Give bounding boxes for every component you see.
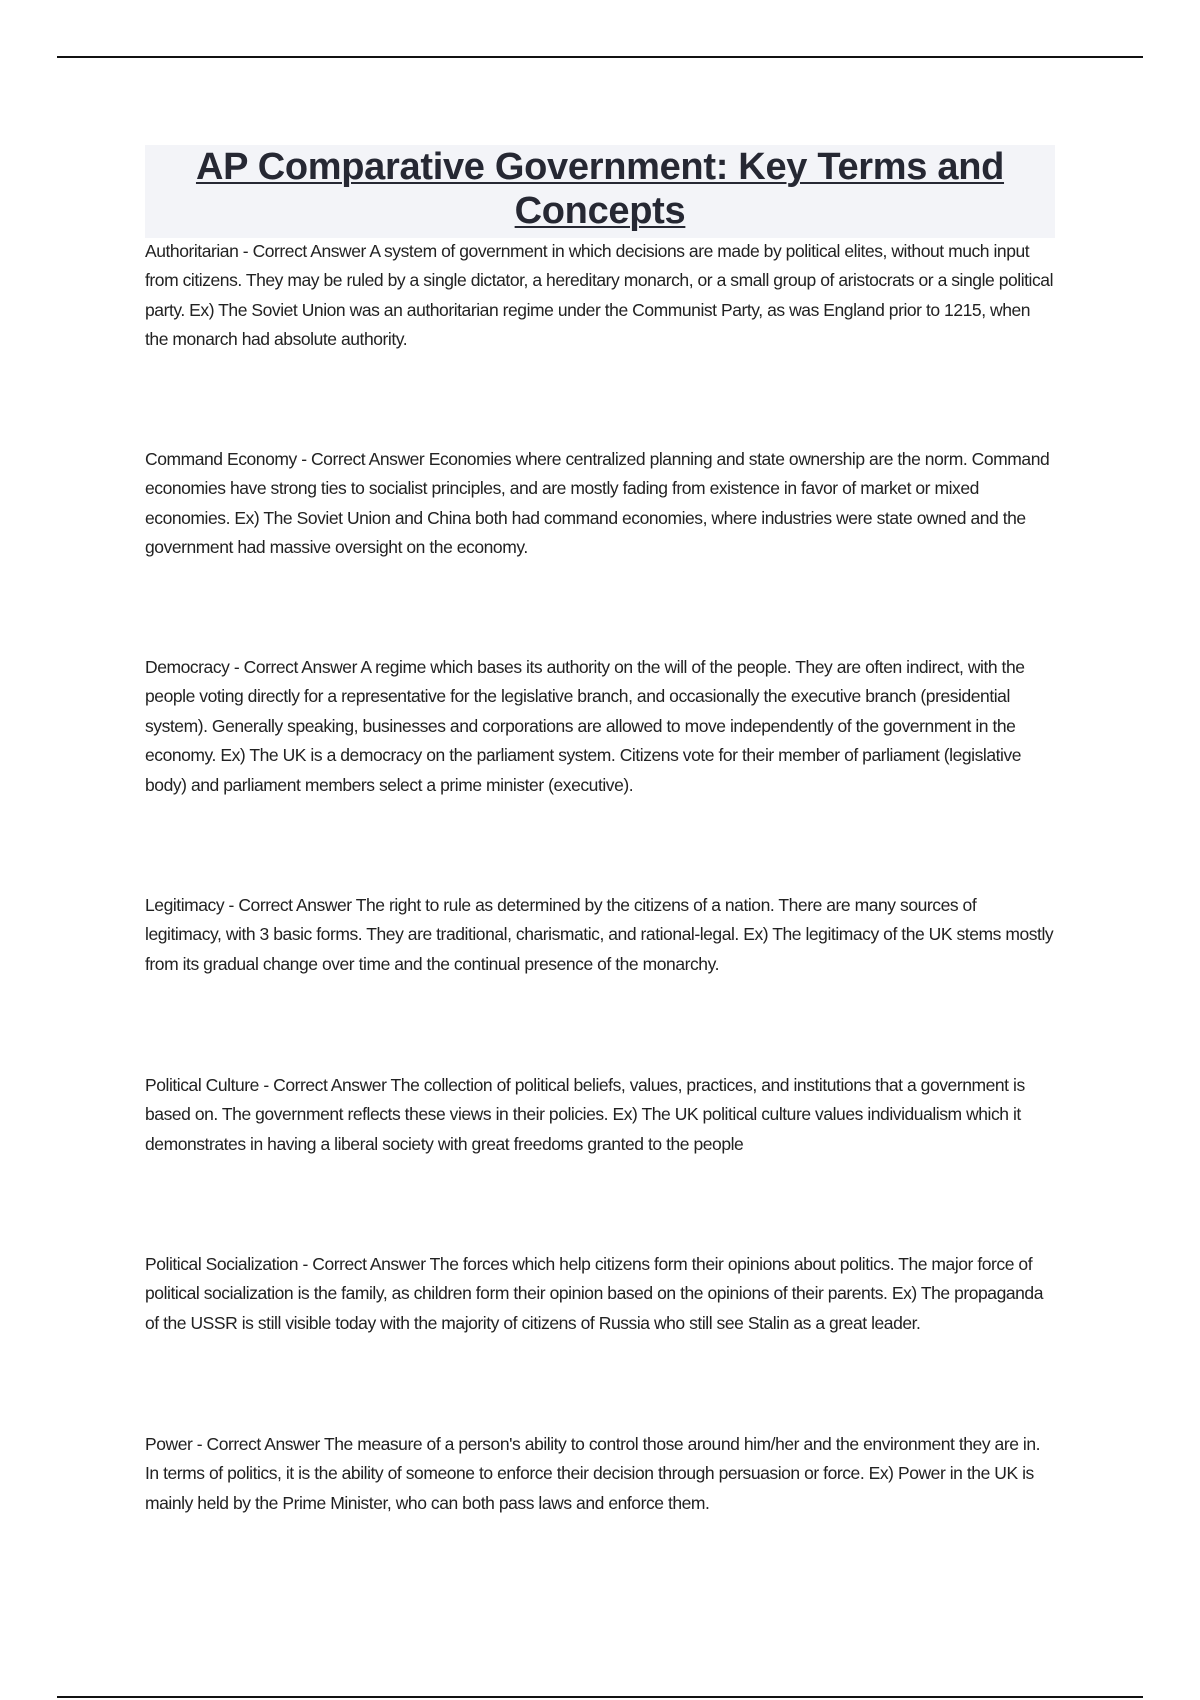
term-entry-democracy: Democracy - Correct Answer A regime which bases its authority on the will of the people. They are often indirect, with the people voting directly for a representative for the legislative branch, and occasionally the executive branch (presidential system). Generally speaking, businesses and corporations are allowed to move independently of the government in the economy. Ex) The UK is a democracy on the parliament system. Citizens vote for their member of parliament (legislative body) and parliament members select a prime minister (executive). [145,657,1025,795]
term-entry-power: Power - Correct Answer The measure of a person's ability to control those around him/her and the environment they are in. In terms of politics, it is the ability of someone to enforce their decision through persuasion or force. Ex) Power in the UK is mainly held by the Prime Minister, who can both pass laws and enforce them. [145,1434,1041,1513]
term-entry-political-culture: Political Culture - Correct Answer The collection of political beliefs, values, practices, and institutions that a government is based on. The government reflects these views in their policies. Ex) The UK political culture values individualism which it demonstrates in having a liberal society with great freedoms granted to the people [145,1075,1025,1154]
top-divider [57,56,1143,58]
term-entry-political-socialization: Political Socialization - Correct Answer The forces which help citizens form their opinions about politics. The major force of political socialization is the family, as children form their opinion based on the opinions of their parents. Ex) The propaganda of the USSR is still visible today with the majority of citizens of Russia who still see Stalin as a great leader. [145,1254,1043,1333]
page-title: AP Comparative Government: Key Terms and Concepts [195,146,1005,232]
bottom-divider [57,1696,1143,1698]
term-entry-authoritarian: Authoritarian - Correct Answer A system of government in which decisions are made by political elites, without much input from citizens. They may be ruled by a single dictator, a hereditary monarch, or a small group of aristocrats or a single political party. Ex) The Soviet Union was an authoritarian regime under the Communist Party, as was England prior to 1215, when the monarch had absolute authority. [145,241,1054,350]
term-entry-legitimacy: Legitimacy - Correct Answer The right to rule as determined by the citizens of a nation. There are many sources of legitimacy, with 3 basic forms. They are traditional, charismatic, and rational-legal. Ex) The legitimacy of the UK stems mostly from its gradual change over time and the continual presence of the monarchy. [145,895,1054,974]
title-banner [145,145,1055,238]
term-entry-command-economy: Command Economy - Correct Answer Economies where centralized planning and state ownership are the norm. Command economies have strong ties to socialist principles, and are mostly fading from existence in favor of market or mixed economies. Ex) The Soviet Union and China both had command economies, where industries were state owned and the government had massive oversight on the economy. [145,449,1050,558]
